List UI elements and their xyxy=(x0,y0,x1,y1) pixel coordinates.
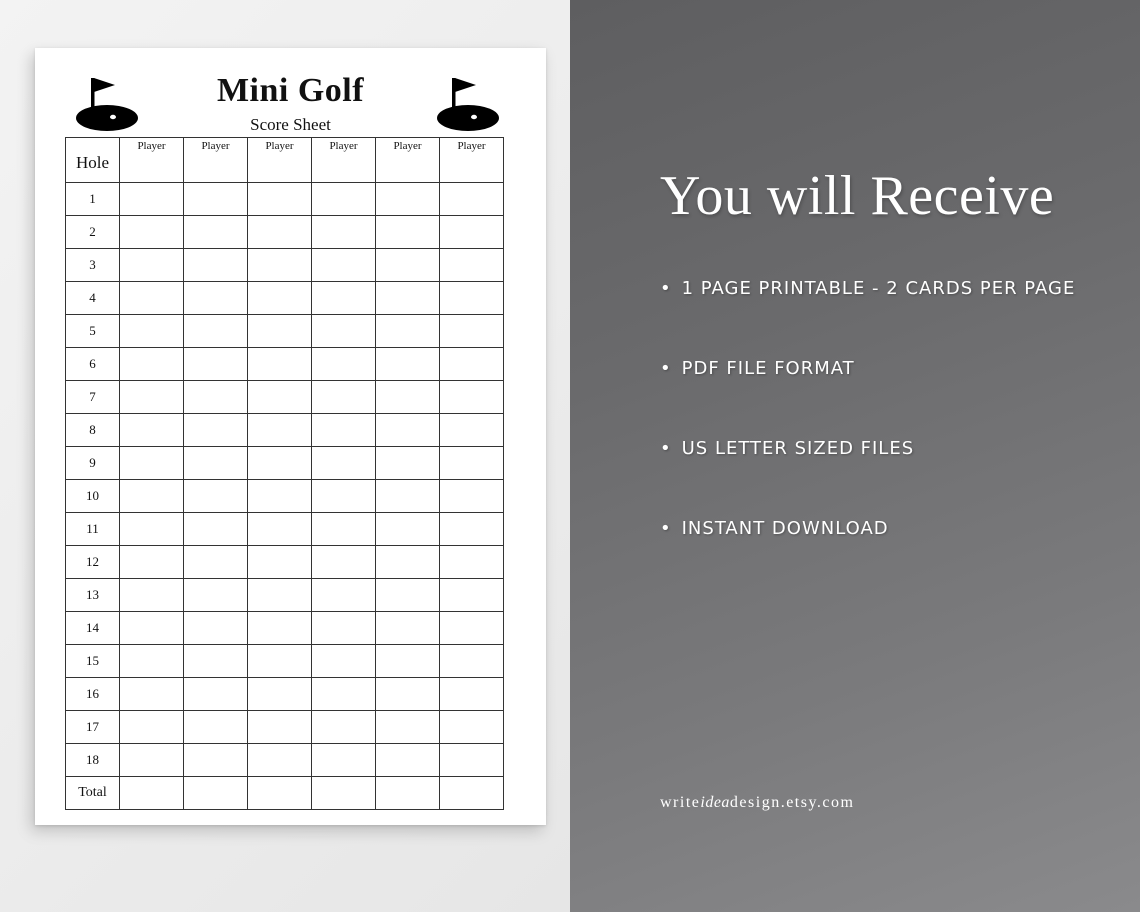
score-cell xyxy=(248,447,312,480)
score-cell xyxy=(184,315,248,348)
hole-row xyxy=(66,480,504,513)
score-cell xyxy=(184,546,248,579)
hole-row xyxy=(66,249,504,282)
score-cell xyxy=(440,447,504,480)
score-cell xyxy=(376,315,440,348)
score-cell xyxy=(184,447,248,480)
score-cell xyxy=(440,579,504,612)
score-cell xyxy=(376,579,440,612)
score-cell xyxy=(248,249,312,282)
score-table xyxy=(65,137,504,810)
player-header: Player xyxy=(120,138,184,183)
player-header: Player xyxy=(312,138,376,183)
hole-number: 3 xyxy=(66,249,120,282)
score-cell xyxy=(312,348,376,381)
score-cell xyxy=(120,678,184,711)
feature-item xyxy=(660,436,1075,516)
hole-number: 8 xyxy=(66,414,120,447)
hole-row xyxy=(66,348,504,381)
hole-row xyxy=(66,612,504,645)
score-cell xyxy=(184,480,248,513)
score-cell xyxy=(312,216,376,249)
score-cell xyxy=(376,183,440,216)
score-cell xyxy=(376,513,440,546)
sheet-subtitle: Score Sheet xyxy=(250,115,331,134)
hole-number: 1 xyxy=(66,183,120,216)
hole-number: 6 xyxy=(66,348,120,381)
player-header: Player xyxy=(184,138,248,183)
score-sheet xyxy=(35,48,546,825)
hole-number: 11 xyxy=(66,513,120,546)
score-cell xyxy=(248,282,312,315)
score-cell xyxy=(248,315,312,348)
score-cell xyxy=(376,381,440,414)
score-cell xyxy=(184,282,248,315)
shop-url-part2: idea xyxy=(700,794,730,811)
hole-number: 4 xyxy=(66,282,120,315)
score-cell xyxy=(184,645,248,678)
feature-text: US LETTER SIZED FILES xyxy=(681,438,915,459)
score-cell xyxy=(440,711,504,744)
hole-row xyxy=(66,447,504,480)
score-cell xyxy=(120,645,184,678)
feature-item xyxy=(660,516,1075,596)
score-cell xyxy=(120,216,184,249)
score-cell xyxy=(248,777,312,810)
score-cell xyxy=(376,678,440,711)
score-cell xyxy=(184,711,248,744)
score-cell xyxy=(312,414,376,447)
score-cell xyxy=(440,612,504,645)
score-cell xyxy=(440,678,504,711)
score-cell xyxy=(312,183,376,216)
hole-number: 12 xyxy=(66,546,120,579)
score-cell xyxy=(248,711,312,744)
score-cell xyxy=(312,777,376,810)
header-row xyxy=(66,138,504,183)
score-cell xyxy=(440,348,504,381)
promo-headline: You will Receive xyxy=(660,165,1055,227)
score-cell xyxy=(184,612,248,645)
hole-row xyxy=(66,546,504,579)
score-cell xyxy=(440,777,504,810)
score-cell xyxy=(440,546,504,579)
score-cell xyxy=(312,678,376,711)
bullet-dot: • xyxy=(660,438,672,459)
score-cell xyxy=(248,579,312,612)
score-cell xyxy=(376,480,440,513)
score-cell xyxy=(376,744,440,777)
score-cell xyxy=(376,282,440,315)
total-row xyxy=(66,777,504,810)
hole-row xyxy=(66,414,504,447)
player-header: Player xyxy=(248,138,312,183)
score-cell xyxy=(376,777,440,810)
hole-row xyxy=(66,711,504,744)
score-cell xyxy=(376,711,440,744)
score-cell xyxy=(120,447,184,480)
score-cell xyxy=(440,414,504,447)
score-cell xyxy=(312,447,376,480)
total-label: Total xyxy=(66,777,120,810)
score-cell xyxy=(120,546,184,579)
score-cell xyxy=(184,216,248,249)
hole-number: 10 xyxy=(66,480,120,513)
feature-list xyxy=(660,276,1075,596)
score-cell xyxy=(120,315,184,348)
score-cell xyxy=(248,612,312,645)
hole-number: 5 xyxy=(66,315,120,348)
score-cell xyxy=(120,480,184,513)
score-cell xyxy=(312,381,376,414)
hole-row xyxy=(66,183,504,216)
score-body xyxy=(66,183,504,810)
score-cell xyxy=(184,381,248,414)
score-cell xyxy=(440,381,504,414)
score-cell xyxy=(376,216,440,249)
score-cell xyxy=(248,645,312,678)
score-cell xyxy=(120,579,184,612)
score-cell xyxy=(248,678,312,711)
score-cell xyxy=(184,183,248,216)
hole-number: 14 xyxy=(66,612,120,645)
bullet-dot: • xyxy=(660,518,672,539)
score-cell xyxy=(440,249,504,282)
score-cell xyxy=(248,513,312,546)
score-cell xyxy=(120,414,184,447)
score-cell xyxy=(376,249,440,282)
score-cell xyxy=(248,546,312,579)
hole-number: 7 xyxy=(66,381,120,414)
score-cell xyxy=(312,249,376,282)
score-cell xyxy=(440,216,504,249)
score-cell xyxy=(248,480,312,513)
score-cell xyxy=(120,381,184,414)
feature-text: INSTANT DOWNLOAD xyxy=(681,518,889,539)
score-cell xyxy=(248,381,312,414)
score-cell xyxy=(376,348,440,381)
score-cell xyxy=(312,579,376,612)
score-cell xyxy=(184,744,248,777)
score-cell xyxy=(312,744,376,777)
hole-row xyxy=(66,315,504,348)
score-cell xyxy=(440,183,504,216)
score-cell xyxy=(120,612,184,645)
hole-number: 15 xyxy=(66,645,120,678)
score-cell xyxy=(248,183,312,216)
shop-url-part3: design.etsy.com xyxy=(729,794,855,811)
score-cell xyxy=(248,744,312,777)
score-cell xyxy=(184,348,248,381)
hole-row xyxy=(66,645,504,678)
score-cell xyxy=(312,546,376,579)
feature-text: PDF FILE FORMAT xyxy=(681,358,855,379)
score-cell xyxy=(440,645,504,678)
score-cell xyxy=(120,249,184,282)
hole-row xyxy=(66,744,504,777)
score-cell xyxy=(120,744,184,777)
score-cell xyxy=(120,513,184,546)
hole-number: 2 xyxy=(66,216,120,249)
score-cell xyxy=(120,282,184,315)
hole-row xyxy=(66,513,504,546)
hole-row xyxy=(66,216,504,249)
player-header: Player xyxy=(376,138,440,183)
score-cell xyxy=(184,678,248,711)
score-cell xyxy=(376,612,440,645)
score-cell xyxy=(440,744,504,777)
bullet-dot: • xyxy=(660,358,672,379)
score-cell xyxy=(376,546,440,579)
score-cell xyxy=(312,513,376,546)
hole-number: 13 xyxy=(66,579,120,612)
score-cell xyxy=(120,348,184,381)
score-cell xyxy=(376,414,440,447)
sheet-title: Mini Golf xyxy=(216,72,365,109)
score-cell xyxy=(184,249,248,282)
hole-number: 9 xyxy=(66,447,120,480)
score-cell xyxy=(312,282,376,315)
feature-item xyxy=(660,276,1075,356)
score-cell xyxy=(440,282,504,315)
hole-row xyxy=(66,381,504,414)
player-header: Player xyxy=(440,138,504,183)
shop-url-part1: write xyxy=(660,794,701,811)
score-cell xyxy=(120,183,184,216)
score-cell xyxy=(248,348,312,381)
score-cell xyxy=(312,645,376,678)
score-cell xyxy=(120,777,184,810)
feature-item xyxy=(660,356,1075,436)
score-cell xyxy=(184,579,248,612)
hole-number: 18 xyxy=(66,744,120,777)
score-cell xyxy=(312,315,376,348)
score-cell xyxy=(248,414,312,447)
score-cell xyxy=(184,513,248,546)
score-cell xyxy=(376,645,440,678)
hole-row xyxy=(66,678,504,711)
score-cell xyxy=(312,612,376,645)
shop-url xyxy=(660,794,854,812)
bullet-dot: • xyxy=(660,278,672,299)
score-cell xyxy=(184,777,248,810)
score-cell xyxy=(440,513,504,546)
score-cell xyxy=(376,447,440,480)
hole-number: 17 xyxy=(66,711,120,744)
hole-row xyxy=(66,579,504,612)
hole-header: Hole xyxy=(66,138,120,183)
score-cell xyxy=(120,711,184,744)
score-cell xyxy=(440,315,504,348)
score-cell xyxy=(312,711,376,744)
feature-text: 1 PAGE PRINTABLE - 2 CARDS PER PAGE xyxy=(681,278,1076,299)
score-cell xyxy=(312,480,376,513)
score-cell xyxy=(184,414,248,447)
score-cell xyxy=(440,480,504,513)
score-cell xyxy=(248,216,312,249)
hole-number: 16 xyxy=(66,678,120,711)
hole-row xyxy=(66,282,504,315)
